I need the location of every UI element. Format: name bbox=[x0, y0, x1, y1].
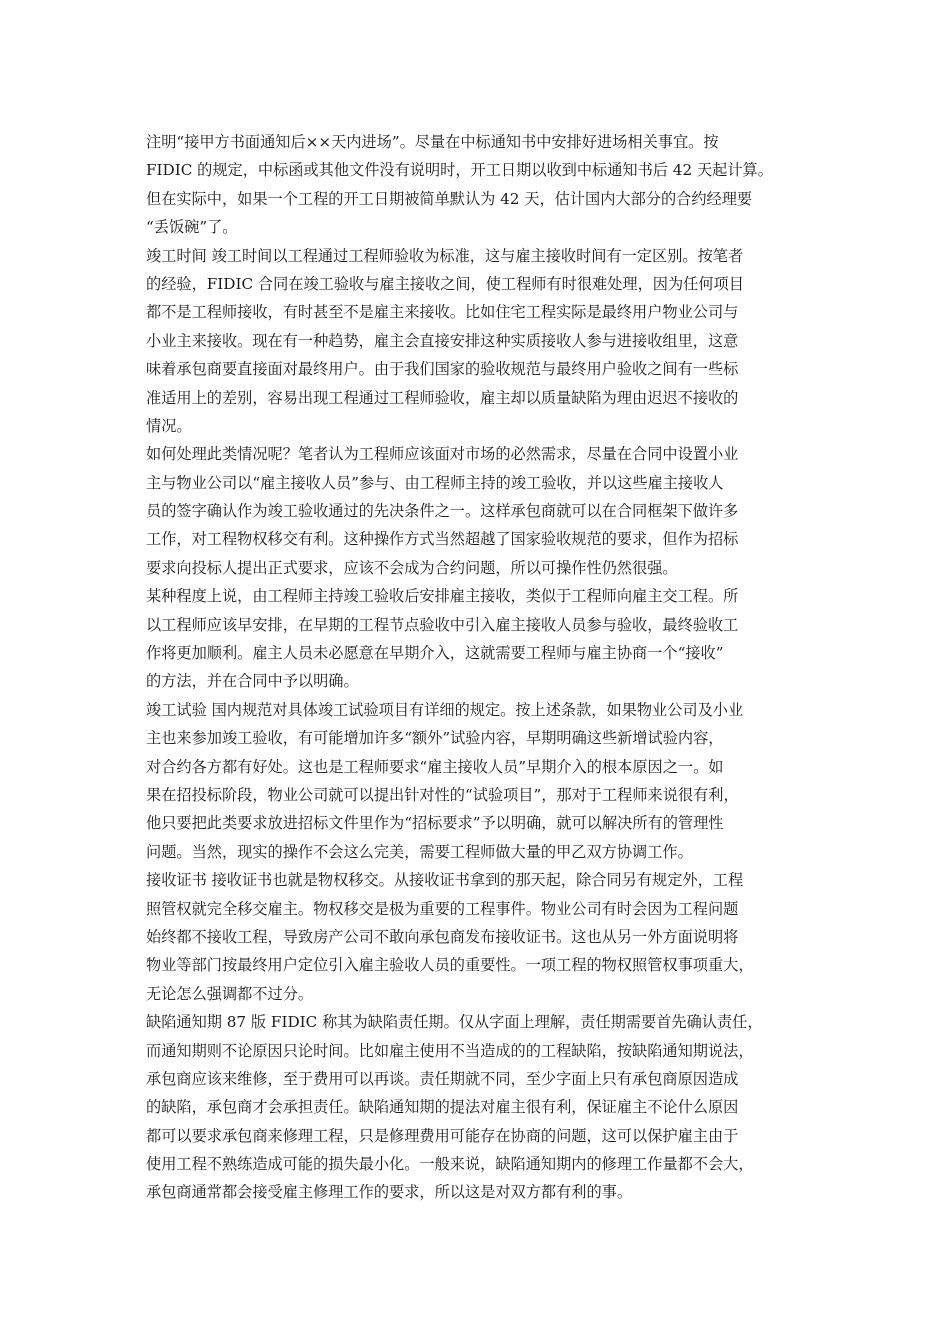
text-line: 如何处理此类情况呢？笔者认为工程师应该面对市场的必然需求，尽量在合同中设置小业 bbox=[146, 445, 739, 464]
text-line: 承包商通常都会接受雇主修理工作的要求，所以这是对双方都有利的事。 bbox=[146, 1183, 632, 1202]
text-line: 的缺陷，承包商才会承担责任。缺陷通知期的提法对雇主很有利，保证雇主不论什么原因 bbox=[146, 1098, 739, 1117]
text-line: 工作，对工程物权移交有利。这种操作方式当然超越了国家验收规范的要求，但作为招标 bbox=[146, 530, 739, 549]
text-line: 的方法，并在合同中予以明确。 bbox=[146, 672, 359, 691]
text-line: 以工程师应该早安排，在早期的工程节点验收中引入雇主接收人员参与验收，最终验收工 bbox=[146, 615, 739, 634]
text-line: 使用工程不熟练造成可能的损失最小化。一般来说，缺陷通知期内的修理工作量都不会大， bbox=[146, 1155, 754, 1174]
text-line: 问题。当然，现实的操作不会这么完美，需要工程师做大量的甲乙双方协调工作。 bbox=[146, 842, 693, 861]
text-line: 小业主来接收。现在有一种趋势，雇主会直接安排这种实质接收人参与进接收组里，这意 bbox=[146, 331, 739, 350]
text-line: 他只要把此类要求放进招标文件里作为“招标要求”予以明确，就可以解决所有的管理性 bbox=[146, 814, 724, 833]
text-line: 主也来参加竣工验收，有可能增加许多“额外”试验内容，早期明确这些新增试验内容， bbox=[146, 729, 724, 748]
text-line: 味着承包商要直接面对最终用户。由于我们国家的验收规范与最终用户验收之间有一些标 bbox=[146, 360, 739, 379]
text-line: 竣工试验 国内规范对具体竣工试验项目有详细的规定。按上述条款，如果物业公司及小业 bbox=[146, 700, 744, 719]
text-line: 缺陷通知期 87 版 FIDIC 称其为缺陷责任期。仅从字面上理解，责任期需要首先确认责任， bbox=[146, 1013, 763, 1032]
text-line: 承包商应该来维修，至于费用可以再谈。责任期就不同，至少字面上只有承包商原因造成 bbox=[146, 1069, 739, 1088]
text-line: 果在招投标阶段，物业公司就可以提出针对性的“试验项目”，那对于工程师来说很有利， bbox=[146, 785, 739, 804]
text-line: 都不是工程师接收，有时甚至不是雇主来接收。比如住宅工程实际是最终用户物业公司与 bbox=[146, 303, 739, 322]
text-line: 某种程度上说，由工程师主持竣工验收后安排雇主接收，类似于工程师向雇主交工程。所 bbox=[146, 587, 739, 606]
document-body bbox=[146, 128, 810, 1207]
text-line: 作将更加顺利。雇主人员未必愿意在早期介入，这就需要工程师与雇主协商一个“接收” bbox=[146, 644, 724, 663]
text-line: 情况。 bbox=[146, 416, 192, 435]
text-line: 无论怎么强调都不过分。 bbox=[146, 984, 314, 1003]
text-line: 主与物业公司以“雇主接收人员”参与、由工程师主持的竣工验收，并以这些雇主接收人 bbox=[146, 473, 724, 492]
text-line: 物业等部门按最终用户定位引入雇主验收人员的重要性。一项工程的物权照管权事项重大， bbox=[146, 956, 754, 975]
text-line: 要求向投标人提出正式要求，应该不会成为合约问题，所以可操作性仍然很强。 bbox=[146, 558, 678, 577]
text-line: 但在实际中，如果一个工程的开工日期被简单默认为 42 天，估计国内大部分的合约经理要 bbox=[146, 189, 753, 208]
text-line: 对合约各方都有好处。这也是工程师要求“雇主接收人员”早期介入的根本原因之一。如 bbox=[146, 757, 724, 776]
text-line: FIDIC 的规定，中标函或其他文件没有说明时，开工日期以收到中标通知书后 42 天起计算。 bbox=[146, 161, 773, 180]
text-line: 注明“接甲方书面通知后××天内进场”。尽量在中标通知书中安排好进场相关事宜。按 bbox=[146, 133, 719, 151]
text-line: “丢饭碗”了。 bbox=[146, 218, 238, 237]
text-line: 竣工时间 竣工时间以工程通过工程师验收为标准，这与雇主接收时间有一定区别。按笔者 bbox=[146, 246, 744, 265]
text-line: 接收证书 接收证书也就是物权移交。从接收证书拿到的那天起，除合同另有规定外，工程 bbox=[146, 871, 744, 890]
text-line: 始终都不接收工程，导致房产公司不敢向承包商发布接收证书。这也从另一外方面说明将 bbox=[146, 927, 739, 946]
text-line: 都可以要求承包商来修理工程，只是修理费用可能存在协商的问题，这可以保护雇主由于 bbox=[146, 1126, 739, 1145]
text-line: 的经验，FIDIC 合同在竣工验收与雇主接收之间，使工程师有时很难处理，因为任何项目 bbox=[146, 274, 744, 293]
text-line: 准适用上的差别，容易出现工程通过工程师验收，雇主却以质量缺陷为理由迟迟不接收的 bbox=[146, 388, 739, 407]
text-line: 而通知期则不论原因只论时间。比如雇主使用不当造成的的工程缺陷，按缺陷通知期说法， bbox=[146, 1041, 754, 1060]
text-line: 员的签字确认作为竣工验收通过的先决条件之一。这样承包商就可以在合同框架下做许多 bbox=[146, 502, 739, 521]
text-line: 照管权就完全移交雇主。物权移交是极为重要的工程事件。物业公司有时会因为工程问题 bbox=[146, 899, 739, 918]
